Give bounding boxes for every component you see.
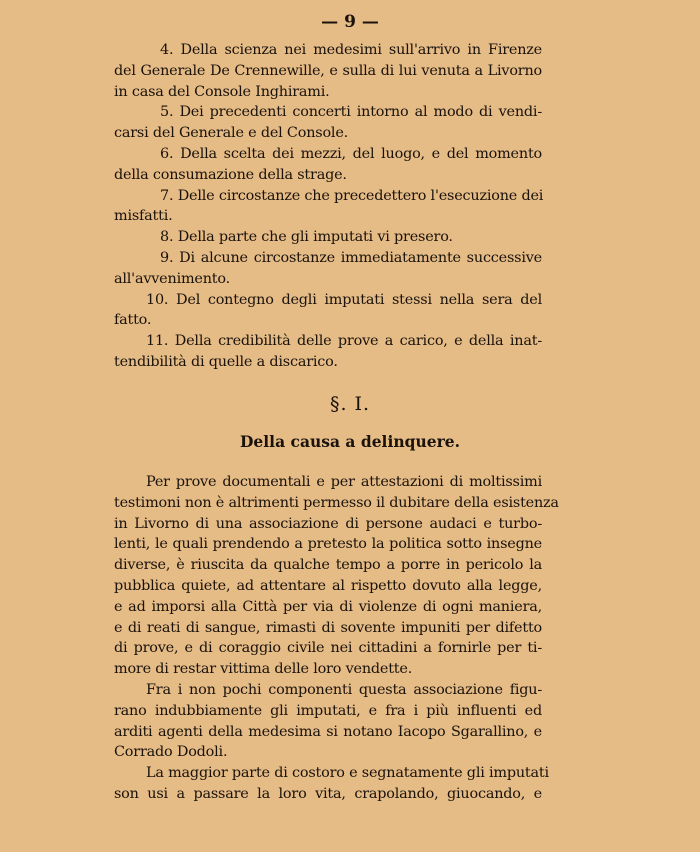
body-line: testimoni non è altrimenti permesso il dubitare della esistenza [114, 494, 559, 511]
body-line: Per prove documentali e per attestazioni di moltissimi [146, 474, 542, 490]
list-line: 6. Della scelta dei mezzi, del luogo, e del momento [160, 145, 542, 162]
body-text [114, 472, 559, 805]
body-line: rano indubbiamente gli imputati, e fra i più influenti ed [114, 702, 542, 719]
list-line: fatto. [114, 312, 152, 329]
body-line: in Livorno di una associazione di persone audaci e turbo- [114, 515, 542, 532]
body-line: e ad imporsi alla Città per via di violenze di ogni maniera, [114, 598, 542, 615]
list-line: della consumazione della strage. [114, 166, 347, 183]
list-line: del Generale De Crennewille, e sulla di lui venuta a Livorno [114, 62, 542, 79]
list-line: 4. Della scienza nei medesimi sull'arrivo in Firenze [160, 42, 542, 58]
body-line: e di reati di sangue, rimasti di sovente impuniti per difetto [114, 619, 542, 636]
list-line: 5. Dei precedenti concerti intorno al modo di vendi- [160, 104, 542, 121]
section-heading: Della causa a delinquere. [239, 432, 460, 451]
body-line: son usi a passare la loro vita, crapolando, giuocando, e [114, 785, 542, 802]
list-line: 10. Del contegno degli imputati stessi nella sera del [146, 291, 542, 308]
list-line: misfatti. [114, 208, 173, 225]
page-number: — 9 — [321, 12, 379, 32]
body-line: diverse, è riuscita da qualche tempo a porre in pericolo la [114, 557, 542, 574]
list-line: in casa del Console Inghirami. [114, 83, 330, 100]
section-mark: §. I. [329, 393, 371, 415]
list-line: 9. Di alcune circostanze immediatamente successive [160, 249, 542, 266]
body-line: Corrado Dodoli. [114, 744, 228, 761]
body-line: La maggior parte di costoro e segnatamente gli imputati [146, 765, 549, 782]
topic-list [114, 40, 542, 373]
list-line: carsi del Generale e del Console. [114, 125, 349, 142]
list-line: all'avvenimento. [114, 270, 230, 287]
body-line: pubblica quiete, ad attentare al rispetto dovuto alla legge, [114, 577, 542, 594]
body-line: lenti, le quali prendendo a pretesto la politica sotto insegne [114, 536, 542, 553]
body-line: more di restar vittima delle loro vendette. [114, 661, 413, 678]
body-line: di prove, e di coraggio civile nei cittadini a fornirle per ti- [114, 640, 542, 657]
body-line: Fra i non pochi componenti questa associazione figu- [146, 681, 542, 698]
list-line: 11. Della credibilità delle prove a carico, e della inat- [146, 333, 542, 350]
list-line: 7. Delle circostanze che precedettero l'esecuzione dei [160, 187, 544, 204]
list-line: 8. Della parte che gli imputati vi presero. [160, 229, 453, 246]
list-line: tendibilità di quelle a discarico. [114, 353, 338, 370]
body-line: arditi agenti della medesima si notano Iacopo Sgarallino, e [114, 723, 542, 740]
